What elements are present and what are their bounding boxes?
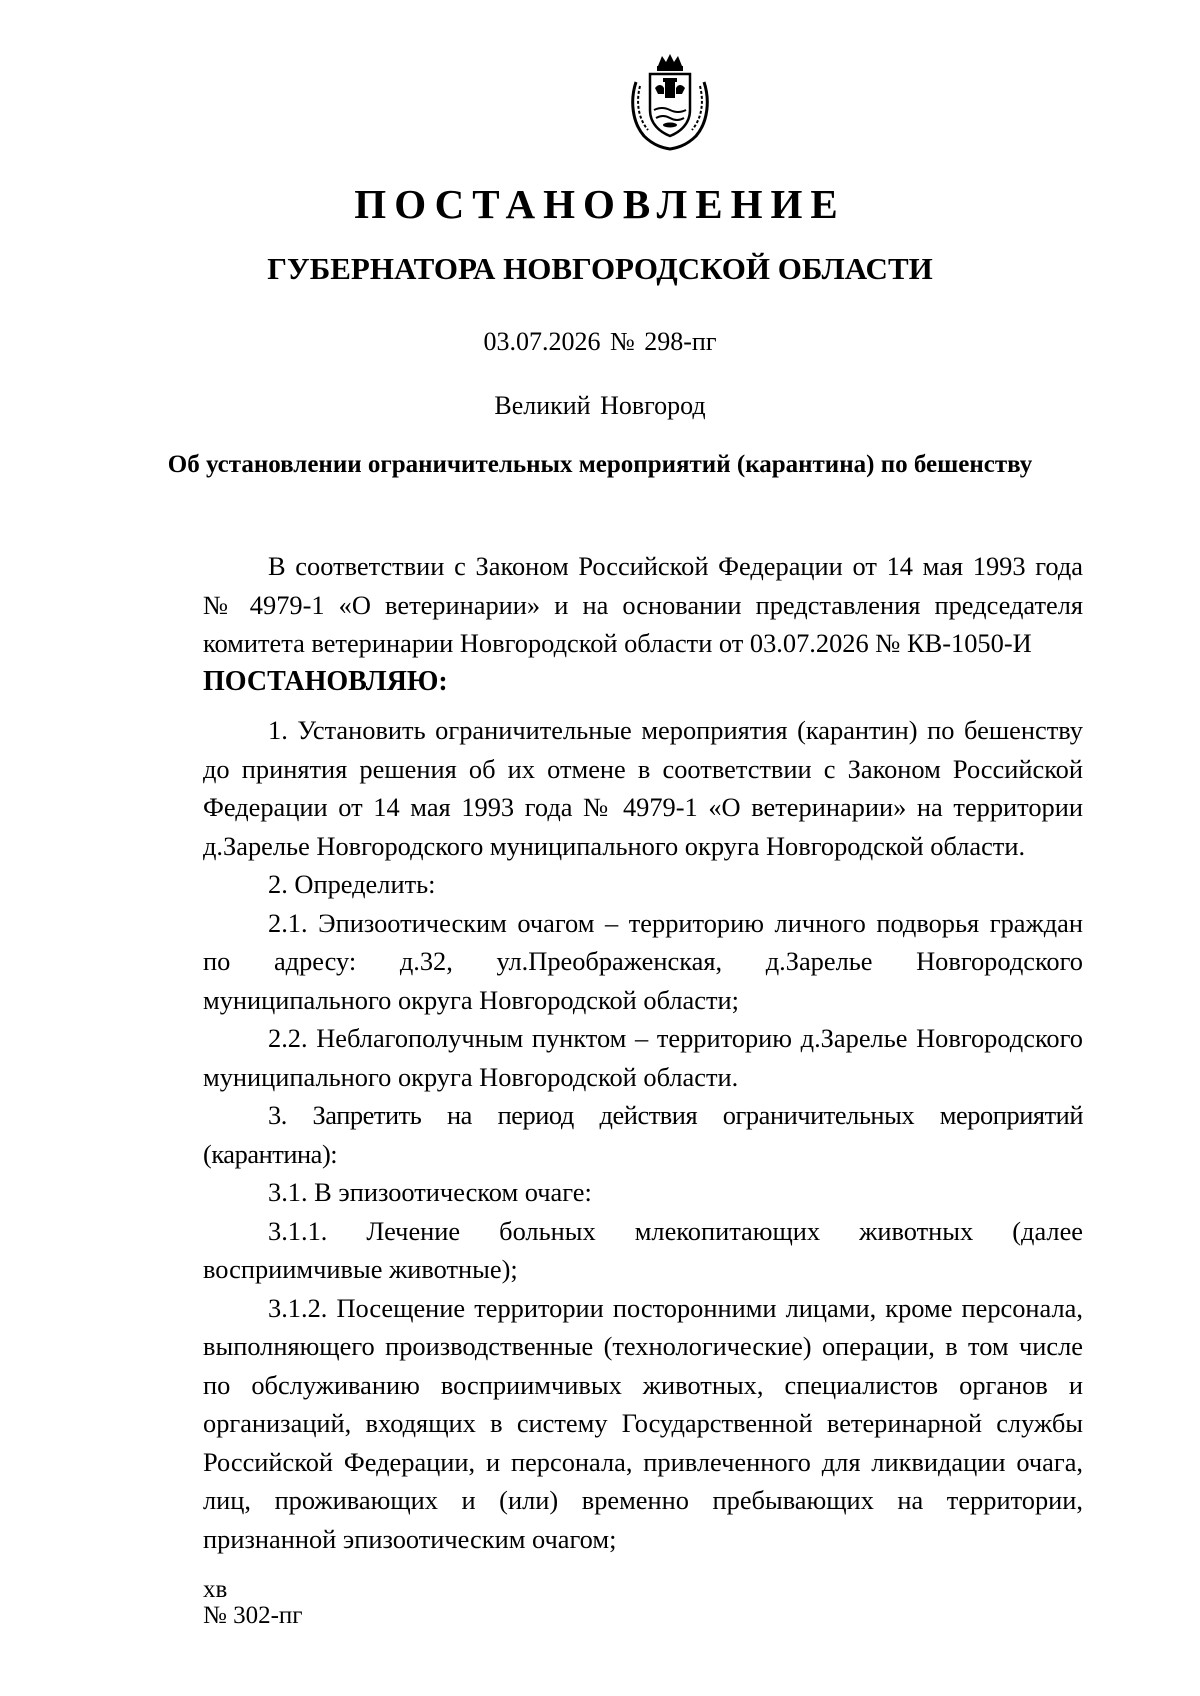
paragraph-3: 3. Запретить на период действия ограничительных мероприятий (карантина): <box>203 1100 1083 1169</box>
paragraph-3-1-1: 3.1.1. Лечение больных млекопитающих животных (далее восприимчивые животные); <box>203 1215 1083 1284</box>
novgorod-coat-of-arms-icon <box>628 52 712 152</box>
document-body <box>203 547 1083 1558</box>
decree-word: ПОСТАНОВЛЯЮ: <box>203 665 448 697</box>
paragraph-1: 1. Установить ограничительные мероприятия (карантин) по бешенству до принятия решения об их отмене в соответствии с Законом Российской Федерации от 14 мая 1993 года № 4979-1 «О ветеринарии» на территории д.Зарелье Новгородского муниципального округа Новгородской области. <box>203 715 1083 861</box>
paragraph-3-1: 3.1. В эпизоотическом очаге: <box>268 1177 592 1207</box>
paragraph-2-2: 2.2. Неблагополучным пунктом – территорию д.Зарелье Новгородского муниципального округа Новгородской области. <box>203 1023 1083 1092</box>
footer-number: № 302-пг <box>203 1602 303 1629</box>
paragraph-2: 2. Определить: <box>268 869 436 899</box>
document-heading: Об установлении ограничительных мероприятий (карантина) по бешенству <box>167 451 1033 478</box>
footer-note <box>203 1577 303 1629</box>
document-title: ПОСТАНОВЛЕНИЕ <box>354 181 846 227</box>
date-and-number: 03.07.2026 № 298-пг <box>483 327 717 356</box>
issuer-line: ГУБЕРНАТОРА НОВГОРОДСКОЙ ОБЛАСТИ <box>267 251 933 286</box>
preamble: В соответствии с Законом Российской Федерации от 14 мая 1993 года № 4979-1 «О ветеринарии» и на основании представления председателя комитета ветеринарии Новгородской области от 03.07.2026 № КВ-1050-И <box>203 551 1083 658</box>
footer-initials: хв <box>203 1576 228 1603</box>
place-of-issue: Великий Новгород <box>494 391 706 420</box>
paragraph-2-1: 2.1. Эпизоотическим очагом – территорию личного подворья граждан по адресу: д.32, ул.Преображенская, д.Зарелье Новгородского муниципального округа Новгородской области; <box>203 907 1083 1015</box>
paragraph-3-1-2: 3.1.2. Посещение территории посторонними лицами, кроме персонала, выполняющего производственные (технологические) операции, в том числе по обслуживанию восприимчивых животных, специалистов органов и организаций, входящих в систему Государственной ветеринарной службы Российской Федерации, и персонала, привлеченного для ликвидации очага, лиц, проживающих и (или) временно пребывающих на территории, признанной эпизоотическим очагом; <box>203 1292 1083 1554</box>
